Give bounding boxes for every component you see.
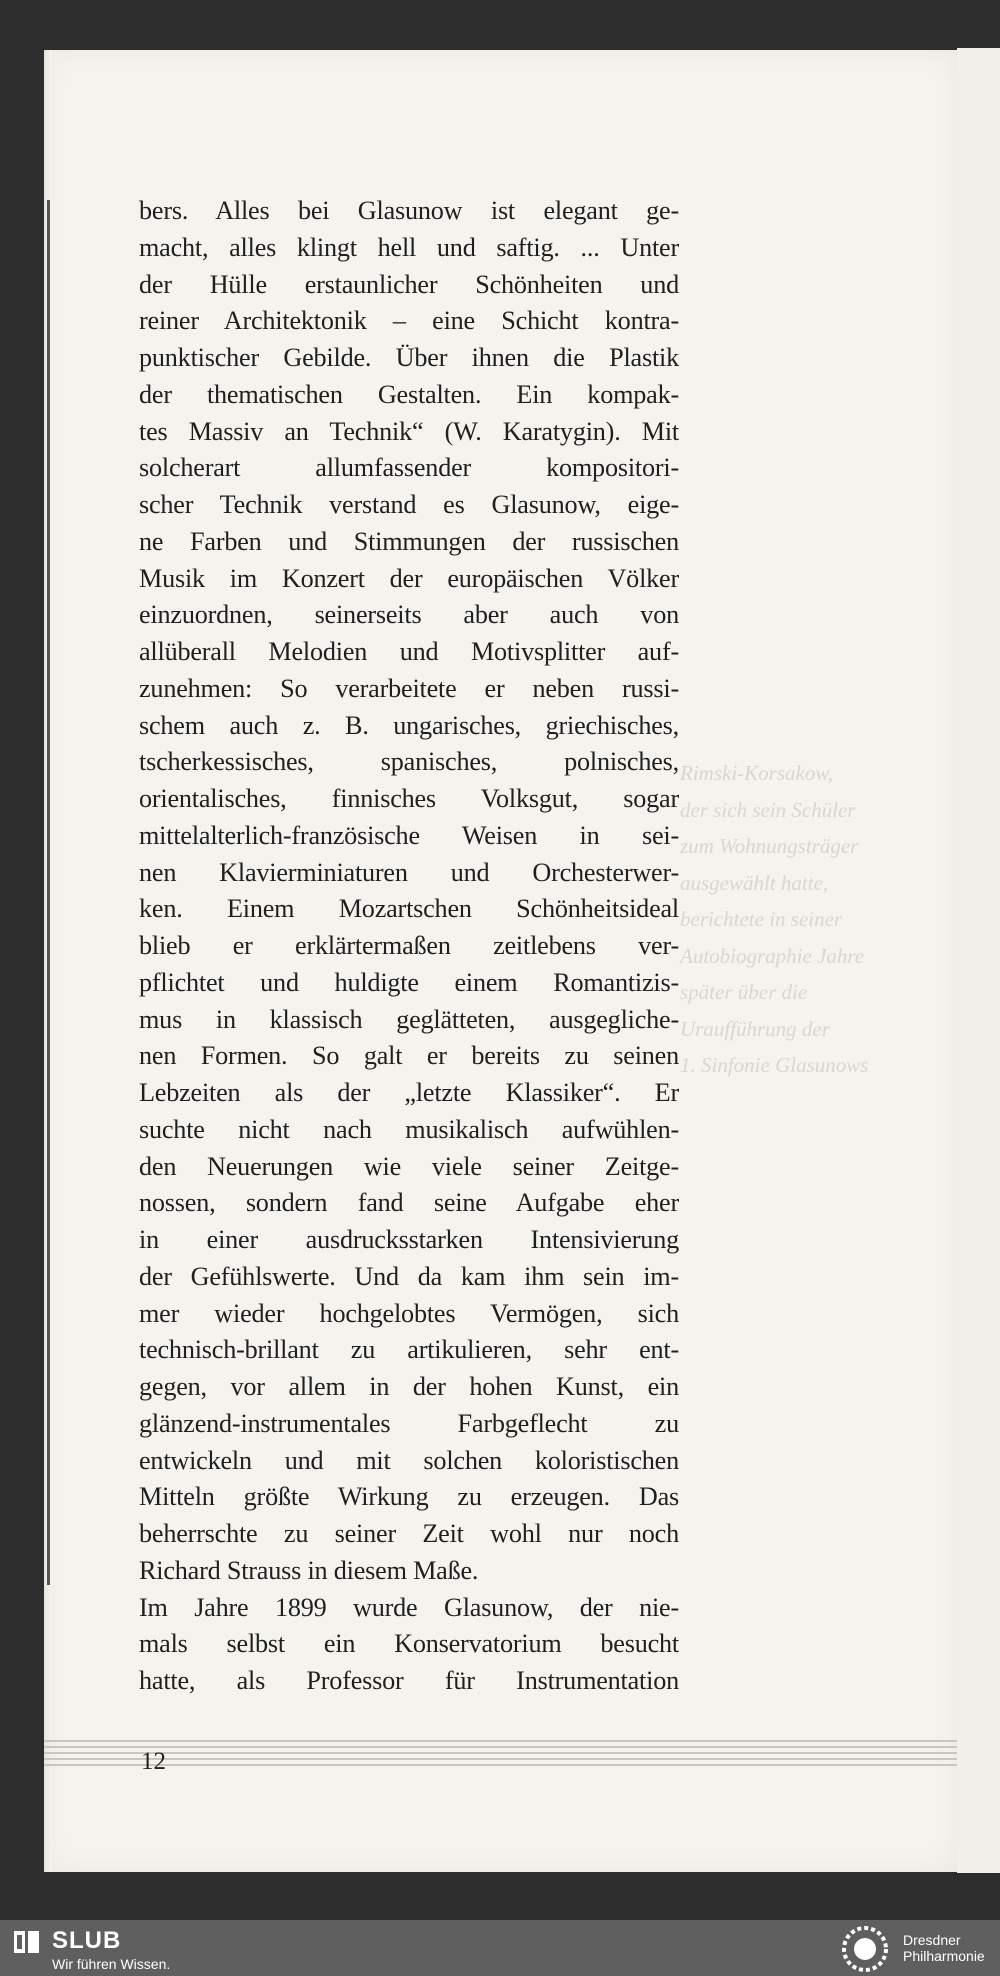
text-line: Im Jahre 1899 wurde Glasunow, der nie- <box>139 1592 679 1622</box>
text-line: technisch-brillant zu artikulieren, sehr ent- <box>139 1335 679 1365</box>
text-line: reiner Architektonik – eine Schicht kontra- <box>139 306 679 336</box>
text-line: ken. Einem Mozartschen Schönheitsideal <box>139 894 679 924</box>
text-line: solcherart allumfassender kompositori- <box>139 453 679 483</box>
text-line: ne Farben und Stimmungen der russischen <box>139 526 679 556</box>
text-line: pflichtet und huldigte einem Romantizis- <box>139 967 679 997</box>
text-line: Richard Strauss in diesem Maße. <box>139 1555 479 1585</box>
page-number: 12 <box>141 1748 166 1775</box>
viewer-footer <box>0 1920 1000 1976</box>
text-line: einzuordnen, seinerseits aber auch von <box>139 600 679 630</box>
text-line: tes Massiv an Technik“ (W. Karatygin). Mit <box>139 416 679 446</box>
body-text <box>139 193 679 1700</box>
text-line: macht, alles klingt hell und saftig. ... Unter <box>139 232 679 262</box>
text-line: gegen, vor allem in der hohen Kunst, ein <box>139 1372 679 1401</box>
partner-name <box>903 1932 985 1964</box>
text-line: tscherkessisches, spanisches, polnisches, <box>139 747 679 777</box>
slub-book-icon <box>14 1931 40 1953</box>
text-line: glänzend-instrumentales Farbgeflecht zu <box>139 1408 679 1438</box>
text-line: mittelalterlich-französische Weisen in sei- <box>139 820 679 850</box>
text-line: Musik im Konzert der europäischen Völker <box>139 563 679 593</box>
text-line: Lebzeiten als der „letzte Klassiker“. Er <box>139 1078 679 1107</box>
adjacent-page-edge <box>957 48 1000 1873</box>
text-line: mer wieder hochgelobtes Vermögen, sich <box>139 1298 679 1328</box>
text-line: suchte nicht nach musikalisch aufwühlen- <box>139 1114 679 1144</box>
partner-name-line1: Dresdner <box>903 1932 961 1948</box>
staff-lines <box>44 1740 957 1770</box>
text-line: nen Formen. So galt er bereits zu seinen <box>139 1041 679 1071</box>
text-line: mals selbst ein Konservatorium besucht <box>139 1629 679 1659</box>
library-tagline: Wir führen Wissen. <box>52 1956 171 1972</box>
text-line: zunehmen: So verarbeitete er neben russi- <box>139 673 679 703</box>
text-line: hatte, als Professor für Instrumentation <box>139 1666 679 1695</box>
text-line: den Neuerungen wie viele seiner Zeitge- <box>139 1151 679 1181</box>
text-line: der Hülle erstaunlicher Schönheiten und <box>139 269 679 299</box>
text-line: in einer ausdrucksstarken Intensivierung <box>139 1225 679 1254</box>
text-line: nossen, sondern fand seine Aufgabe eher <box>139 1188 679 1218</box>
partner-name-line2: Philharmonie <box>903 1948 985 1964</box>
book-page <box>44 50 957 1872</box>
show-through-text: Rimski-Korsakow, der sich sein Schüler zum Wohnungsträger ausgewählt hatte, berichtete in seiner Autobiographie Jahre später über die Uraufführung der 1. Sinfonie Glasunows <box>680 761 869 1077</box>
margin-bar <box>47 200 50 1585</box>
text-line: schem auch z. B. ungarisches, griechisches, <box>139 710 679 740</box>
text-line: der Gefühlswerte. Und da kam ihm sein im- <box>139 1261 679 1291</box>
philharmonie-logo-icon <box>842 1926 888 1972</box>
text-line: blieb er erklärtermaßen zeitlebens ver- <box>139 931 679 960</box>
text-line: nen Klavierminiaturen und Orchesterwer- <box>139 857 679 887</box>
text-line: scher Technik verstand es Glasunow, eige- <box>139 490 679 519</box>
text-line: entwickeln und mit solchen koloristischen <box>139 1445 679 1475</box>
text-line: punktischer Gebilde. Über ihnen die Plastik <box>139 343 679 372</box>
text-line: der thematischen Gestalten. Ein kompak- <box>139 379 679 409</box>
text-line: allüberall Melodien und Motivsplitter auf- <box>139 637 679 666</box>
text-line: orientalisches, finnisches Volksgut, sogar <box>139 784 679 813</box>
text-line: bers. Alles bei Glasunow ist elegant ge- <box>139 196 679 225</box>
text-line: beherrschte zu seiner Zeit wohl nur noch <box>139 1519 679 1548</box>
text-line: Mitteln größte Wirkung zu erzeugen. Das <box>139 1482 679 1512</box>
text-line: mus in klassisch geglätteten, ausgegliche- <box>139 1004 679 1034</box>
library-name: SLUB <box>52 1927 122 1954</box>
